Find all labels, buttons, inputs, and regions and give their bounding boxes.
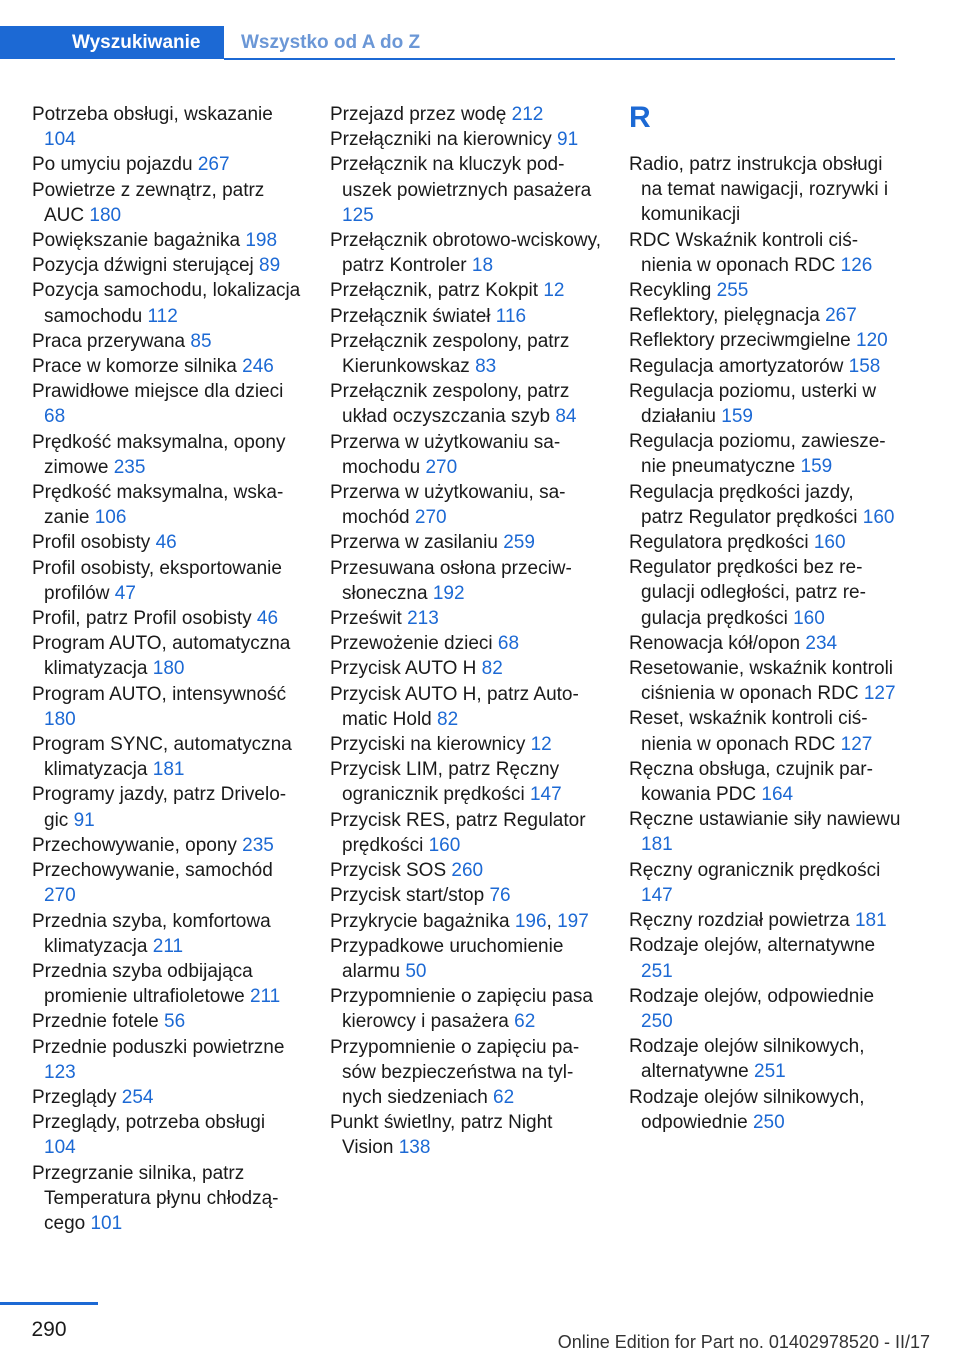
index-entry-text: Przycisk AUTO H, patrz Automatic Hold	[330, 683, 579, 730]
index-entry-text: Przerwa w zasilaniu	[330, 532, 498, 554]
index-entry	[330, 1110, 602, 1160]
page-link[interactable]: 50	[405, 960, 427, 982]
index-entry-text: Przypomnienie o zapięciu pasów bezpieczeństwa na tylnych siedzeniach	[330, 1036, 580, 1108]
page-link[interactable]: 47	[114, 582, 136, 604]
page-link[interactable]: 120	[856, 330, 888, 352]
index-entry	[32, 278, 302, 328]
index-entry	[32, 1161, 302, 1237]
index-entry	[629, 631, 901, 656]
page-link[interactable]: 160	[793, 607, 825, 629]
index-entry	[629, 933, 901, 983]
index-column-1	[32, 102, 302, 1236]
page-link[interactable]: 250	[641, 1010, 673, 1032]
index-entry-text: Rodzaje olejów silnikowych, odpowiednie	[629, 1086, 865, 1133]
page-link[interactable]: 116	[495, 305, 527, 327]
index-entry	[330, 808, 602, 858]
index-entry-text: Powiększanie bagażnika	[32, 230, 241, 252]
index-entry	[330, 278, 602, 303]
index-entry-text: Program SYNC, automatyczna klimatyzacja	[32, 734, 292, 781]
index-entry	[629, 984, 901, 1034]
index-entry-text: Przycisk start/stop	[330, 885, 485, 907]
index-entry	[32, 682, 302, 732]
index-entry	[330, 530, 602, 555]
page-link[interactable]: 180	[89, 204, 122, 226]
index-entry	[32, 253, 302, 278]
page-link[interactable]: 158	[848, 355, 881, 377]
index-entry	[32, 1085, 302, 1110]
index-entry-text: Przednie poduszki powietrzne	[32, 1036, 285, 1058]
index-entry	[629, 858, 901, 908]
index-entry-text: Przełączniki na kierownicy	[330, 129, 552, 151]
index-entry-text: Przechowywanie, opony	[32, 834, 237, 856]
index-entry	[32, 556, 302, 606]
page-link[interactable]: 270	[425, 456, 458, 478]
index-entry-text: Przechowywanie, samochód	[32, 860, 273, 882]
index-entry	[330, 102, 602, 127]
page-link[interactable]: 12	[543, 280, 565, 302]
page-link[interactable]: 254	[121, 1086, 154, 1108]
index-entry-text: Profil osobisty, eksportowanie profilów	[32, 557, 282, 604]
page-link[interactable]: 68	[44, 406, 66, 428]
index-entry-text: Przypomnienie o zapięciu pasa kierowcy i pasażera	[330, 986, 593, 1033]
index-entry-text: Resetowanie, wskaźnik kontroli ciśnienia w oponach RDC	[629, 658, 894, 705]
index-entry	[32, 329, 302, 354]
tab-a-to-z[interactable]	[224, 26, 420, 59]
index-entry-text: Regulator prędkości bez regulacji odległości, patrz regulacja prędkości	[629, 557, 866, 629]
page-link[interactable]: 123	[44, 1061, 76, 1083]
index-entry-text: Powietrze z zewnątrz, patrz AUC	[32, 179, 265, 226]
index-entry	[32, 606, 302, 631]
page-link[interactable]: 112	[147, 305, 178, 327]
page-link[interactable]: 181	[641, 834, 673, 856]
index-entry	[330, 329, 602, 379]
index-entry-text: Przerwa w użytkowaniu samochodu	[330, 431, 561, 478]
page-link[interactable]: 267	[197, 154, 230, 176]
index-entry-text: Przednia szyba odbijająca promienie ultrafioletowe	[32, 960, 253, 1008]
index-entry-text: Program AUTO, automatyczna klimatyzacja	[32, 633, 291, 680]
tab-search[interactable]	[0, 26, 224, 59]
page-link[interactable]: 246	[242, 356, 274, 378]
page-link[interactable]: 159	[721, 406, 753, 428]
index-entry	[629, 530, 901, 555]
index-entry-text: Przycisk AUTO H	[330, 658, 477, 680]
index-entry-text: Przełącznik świateł	[330, 305, 491, 327]
index-entry-text: Przegrzanie silnika, patrz Temperatura płynu chłodzącego	[32, 1162, 279, 1234]
index-entry	[330, 656, 602, 681]
index-entry	[629, 656, 901, 706]
index-entry	[330, 228, 602, 278]
index-entry	[330, 883, 602, 908]
index-entry-text: Program AUTO, intensywność	[32, 683, 287, 705]
index-entry-text: Reset, wskaźnik kontroli ciśnienia w oponach RDC	[629, 708, 868, 755]
index-entry	[32, 530, 302, 555]
index-entry-text: Przycisk SOS	[330, 860, 447, 882]
tab-search-label: Wyszukiwanie	[72, 32, 201, 53]
index-entry	[32, 1035, 302, 1085]
page-link[interactable]: 62	[514, 1011, 536, 1033]
index-entry-text: Ręczny ogranicznik prędkości	[629, 859, 881, 881]
index-entry-text: Pozycja dźwigni sterującej	[32, 255, 254, 277]
index-entry-text: RDC Wskaźnik kontroli ciśnienia w oponach RDC	[629, 229, 859, 276]
index-entry-text: Przyciski na kierownicy	[330, 734, 526, 756]
index-entry	[32, 379, 302, 429]
page-link[interactable]: 196	[514, 910, 547, 932]
index-entry	[629, 379, 901, 429]
page-link[interactable]: 234	[805, 632, 838, 654]
page-link[interactable]: 160	[428, 834, 461, 856]
index-entry-text: Ręczna obsługa, czujnik parkowania PDC	[629, 758, 873, 806]
index-entry	[32, 909, 302, 959]
page-link[interactable]: 260	[451, 860, 484, 882]
page-link[interactable]: 235	[242, 834, 274, 856]
index-entry-text: Pozycja samochodu, lokalizacja samochodu	[32, 280, 301, 327]
index-entry-text: Regulacja poziomu, usterki w działaniu	[629, 380, 877, 428]
index-entry-text: Reflektory przeciwmgielne	[629, 330, 851, 352]
index-entry	[629, 328, 901, 353]
index-entry	[629, 278, 901, 303]
page-link[interactable]: 82	[437, 708, 459, 730]
index-entry	[629, 1085, 901, 1135]
index-entry: Przykrycie bagażnika 196, 197	[330, 910, 589, 932]
page-link[interactable]: 198	[245, 230, 278, 252]
page-link[interactable]: 250	[752, 1111, 785, 1133]
index-entry	[330, 757, 602, 807]
page-link[interactable]: 46	[155, 532, 177, 554]
index-entry	[629, 908, 901, 933]
index-entry	[32, 430, 302, 480]
page-link[interactable]: 104	[44, 129, 76, 151]
index-entry-text: Przycisk RES, patrz Regulator prędkości	[330, 809, 586, 856]
index-entry	[32, 858, 302, 908]
index-entry-text: Radio, patrz instrukcja obsługi na temat nawigacji, rozrywki i komunikacji	[629, 154, 889, 226]
page-link[interactable]: 101	[90, 1212, 123, 1234]
index-entry	[330, 732, 602, 757]
index-entry-text: Przełącznik zespolony, patrz Kierunkowskaz	[330, 330, 570, 378]
index-entry-text: Przesuwana osłona przeciwsłoneczna	[330, 557, 572, 604]
index-entry	[629, 480, 901, 530]
page-link[interactable]: 211	[249, 986, 281, 1008]
index-entry	[32, 178, 302, 228]
page-link[interactable]: 56	[164, 1011, 186, 1033]
index-entry-text: Przełącznik na kluczyk poduszek powietrznych pasażera	[330, 154, 592, 201]
index-entry-text: Prędkość maksymalna, opony zimowe	[32, 431, 286, 478]
index-entry	[330, 430, 602, 480]
index-entry	[629, 706, 901, 756]
index-entry-text: Rodzaje olejów, odpowiednie	[629, 985, 875, 1007]
page-link[interactable]: 91	[73, 809, 95, 831]
index-entry-text: Regulatora prędkości	[629, 532, 809, 554]
page-link[interactable]: 180	[44, 708, 76, 730]
index-entry	[32, 228, 302, 253]
header-divider	[224, 58, 895, 60]
index-entry	[32, 959, 302, 1009]
page-link[interactable]: 235	[113, 456, 146, 478]
page-link[interactable]: 46	[256, 608, 279, 630]
index-entry	[629, 1034, 901, 1084]
page-link[interactable]: 180	[152, 658, 185, 680]
page-link[interactable]: 270	[414, 507, 447, 529]
index-entry-text: Przycisk LIM, patrz Ręczny ogranicznik prędkości	[330, 759, 560, 806]
index-entry	[330, 152, 602, 228]
index-entry	[32, 1009, 302, 1034]
index-entry-text: Ręczne ustawianie siły nawiewu	[629, 809, 901, 831]
index-entry-text: Ręczny rozdział powietrza	[629, 910, 850, 932]
index-entry	[330, 127, 602, 152]
index-entry	[629, 228, 901, 278]
index-entry	[629, 354, 901, 379]
page-link[interactable]: 267	[825, 305, 857, 327]
index-entry-text: Przełącznik obrotowo-wciskowy, patrz Kontroler	[330, 230, 602, 277]
page-link[interactable]: 68	[497, 633, 520, 655]
index-entry-text: Regulacja amortyzatorów	[629, 355, 844, 377]
index-column-3	[629, 102, 901, 1135]
index-entry-text: Rodzaje olejów, alternatywne	[629, 935, 876, 957]
index-entry	[629, 303, 901, 328]
page-link[interactable]: 12	[530, 734, 552, 756]
index-entry-text: Przerwa w użytkowaniu, samochód	[330, 482, 566, 529]
index-entry-text: Prace w komorze silnika	[32, 356, 237, 378]
index-entry-text: Przypadkowe uruchomienie alarmu	[330, 935, 564, 982]
page-link[interactable]: 211	[152, 935, 184, 957]
page-link[interactable]: 83	[475, 356, 497, 378]
index-entry	[330, 480, 602, 530]
index-entry	[32, 152, 302, 177]
page-link[interactable]: 127	[863, 683, 896, 705]
section-letter: R	[629, 101, 651, 134]
page-link[interactable]: 159	[800, 456, 833, 478]
page-link[interactable]: 255	[716, 280, 749, 302]
index-entry	[32, 102, 302, 152]
index-entry-text: Prześwit	[330, 608, 402, 630]
page-link[interactable]: 164	[761, 784, 794, 806]
index-entry	[629, 807, 901, 857]
index-entry-text: Przejazd przez wodę	[330, 104, 507, 125]
index-entry-text: Praca przerywana	[32, 330, 186, 352]
page-link[interactable]: 212	[511, 104, 544, 125]
index-entry-text: Reflektory, pielęgnacja	[629, 305, 820, 327]
index-tab-bar	[0, 26, 895, 59]
page-link[interactable]: 213	[407, 608, 439, 630]
page-link[interactable]: 91	[557, 129, 579, 151]
page-link[interactable]: 138	[398, 1137, 431, 1159]
page-link[interactable]: 76	[489, 885, 511, 907]
index-entry-text: Profil osobisty	[32, 532, 151, 554]
page-link[interactable]: 251	[754, 1061, 786, 1083]
index-entry	[330, 984, 602, 1034]
index-entry	[32, 631, 302, 681]
index-entry	[629, 429, 901, 479]
edition-note: Online Edition for Part no. 01402978520 - II/17	[557, 1332, 930, 1352]
index-entry-text: Przełącznik zespolony, patrz układ oczyszczania szyb	[330, 381, 570, 428]
page-link[interactable]: 192	[432, 582, 465, 604]
index-entry-text: Punkt świetlny, patrz Night Vision	[330, 1112, 553, 1159]
index-entry-text: Prędkość maksymalna, wskazanie	[32, 482, 284, 529]
index-entry	[330, 858, 602, 883]
index-column-2	[330, 102, 602, 1161]
page-link[interactable]: 251	[641, 960, 673, 982]
index-entry	[32, 480, 302, 530]
page-link[interactable]: 270	[44, 885, 76, 907]
page-link[interactable]: 62	[493, 1086, 515, 1108]
page-link[interactable]: 106	[94, 507, 127, 529]
index-entry	[330, 1035, 602, 1111]
index-entry	[330, 304, 602, 329]
tab-a-to-z-label: Wszystko od A do Z	[241, 32, 421, 53]
page-link[interactable]: 160	[862, 506, 895, 528]
index-entry	[330, 934, 602, 984]
page-link[interactable]: 126	[840, 254, 873, 276]
footer-divider	[0, 1302, 98, 1305]
page-number: 290	[31, 1318, 67, 1341]
index-entry-text: Regulacja prędkości jazdy, patrz Regulator prędkości	[629, 481, 858, 528]
index-entry	[629, 555, 901, 631]
page-link[interactable]: 127	[840, 733, 873, 755]
page-link[interactable]: 147	[641, 884, 673, 906]
index-entry-text: Przednia szyba, komfortowa klimatyzacja	[32, 910, 271, 957]
index-entry	[330, 606, 602, 631]
index-entry	[32, 1110, 302, 1160]
index-entry-text: Rodzaje olejów silnikowych, alternatywne	[629, 1036, 865, 1083]
index-entry	[330, 556, 602, 606]
index-entry	[32, 354, 302, 379]
index-entry-text: Przykrycie bagażnika	[330, 910, 510, 932]
page-link[interactable]: 160	[813, 532, 846, 554]
index-entry	[330, 682, 602, 732]
index-entry	[32, 782, 302, 832]
index-entry	[32, 833, 302, 858]
index-entry-text: Renowacja kół/opon	[629, 632, 801, 654]
page-link[interactable]: 89	[259, 255, 281, 277]
index-entry-text: Po umyciu pojazdu	[32, 154, 193, 176]
index-entry-text: Przeglądy, potrzeba obsługi	[32, 1112, 266, 1134]
index-entry	[330, 379, 602, 429]
index-entry-text: Potrzeba obsługi, wskazanie	[32, 104, 273, 125]
index-entry	[32, 732, 302, 782]
index-entry	[629, 152, 901, 228]
page-link[interactable]: 82	[481, 658, 503, 680]
index-entry-text: Przednie fotele	[32, 1011, 159, 1033]
page-link[interactable]: 104	[44, 1137, 76, 1159]
index-entry-text: Przełącznik, patrz Kokpit	[330, 280, 539, 302]
index-entry-text: Programy jazdy, patrz Drivelogic	[32, 784, 287, 831]
page-link[interactable]: 259	[503, 532, 535, 554]
page-link[interactable]: 85	[190, 330, 212, 352]
page-link[interactable]: 84	[555, 406, 577, 428]
index-entry-text: Przeglądy	[32, 1086, 117, 1108]
index-entry-text: Przewożenie dzieci	[330, 633, 493, 655]
index-entry	[330, 631, 602, 656]
page-link[interactable]: 147	[529, 784, 562, 806]
page-link[interactable]: 125	[342, 204, 374, 226]
index-entry	[629, 757, 901, 807]
index-entry-text: Profil, patrz Profil osobisty	[32, 608, 252, 630]
index-entry-text: Recykling	[629, 280, 712, 302]
page-link[interactable]: 18	[471, 255, 494, 277]
page-link[interactable]: 197	[557, 910, 589, 932]
page-link[interactable]: 181	[854, 910, 887, 932]
index-entry-text: Regulacja poziomu, zawieszenie pneumatyczne	[629, 431, 886, 478]
page-link[interactable]: 181	[152, 759, 185, 781]
index-entry-text: Prawidłowe miejsce dla dzieci	[32, 381, 284, 403]
